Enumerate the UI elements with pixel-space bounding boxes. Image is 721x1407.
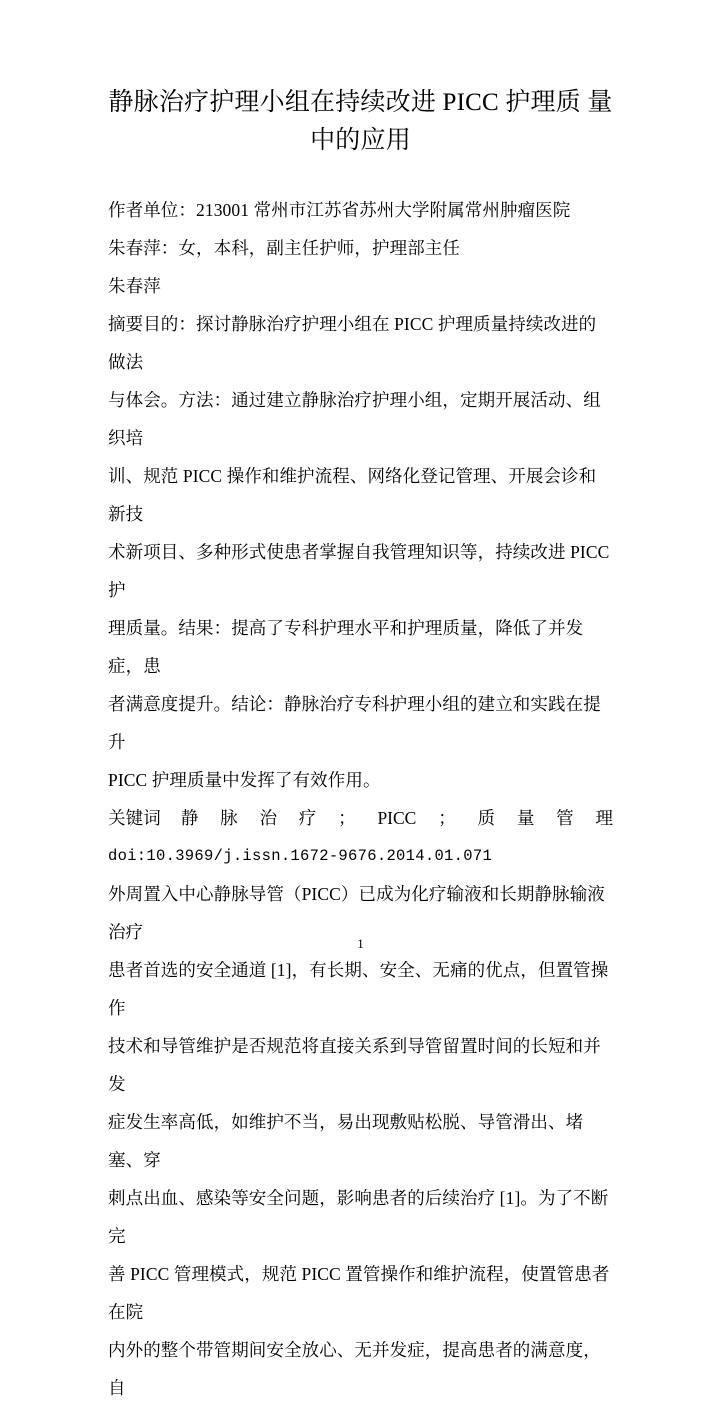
keyword-term: 量 (516, 808, 535, 828)
keyword-term: 理 (595, 808, 613, 828)
body-line: 技术和导管维护是否规范将直接关系到导管留置时间的长短和并发 (108, 1036, 601, 1094)
keywords-label: 关键词 (108, 808, 161, 828)
body-line: 症发生率高低，如维护不当，易出现敷贴松脱、导管滑出、堵塞、穿 (108, 1112, 584, 1170)
author-name-line: 朱春萍 (108, 276, 161, 296)
page-number: 1 (357, 936, 364, 951)
abstract-line: 与体会。方法：通过建立静脉治疗护理小组，定期开展活动、组织培 (108, 390, 601, 448)
body-line: 内外的整个带管期间安全放心、无并发症，提高患者的满意度，自 (108, 1340, 601, 1398)
abstract-section (108, 305, 613, 799)
keyword-term: 脉 (220, 808, 238, 828)
author-bio-line: 朱春萍：女，本科，副主任护师，护理部主任 (108, 238, 460, 258)
abstract-line: 术新项目、多种形式使患者掌握自我管理知识等，持续改进 PICC 护 (108, 542, 614, 600)
keyword-term: ； (338, 808, 356, 828)
keyword-term: PICC (377, 808, 417, 828)
abstract-line: 摘要目的：探讨静脉治疗护理小组在 PICC 护理质量持续改进的做法 (108, 314, 597, 372)
doi-line: doi:10.3969/j.issn.1672-9676.2014.01.071 (108, 847, 493, 865)
abstract-line: 者满意度提升。结论：静脉治疗专科护理小组的建立和实践在提升 (108, 694, 601, 752)
abstract-line: 理质量。结果：提高了专科护理水平和护理质量，降低了并发症，患 (108, 618, 584, 676)
keyword-term: 治 (259, 808, 277, 828)
body-line: 患者首选的安全通道 [1]，有长期、安全、无痛的优点，但置管操作 (108, 960, 609, 1018)
abstract-line: PICC 护理质量中发挥了有效作用。 (108, 770, 381, 790)
keyword-term: ； (438, 808, 456, 828)
keyword-term: 质 (477, 808, 496, 828)
abstract-line: 训、规范 PICC 操作和维护流程、网络化登记管理、开展会诊和新技 (108, 466, 597, 524)
keyword-term: 疗 (298, 808, 317, 828)
page-content (108, 0, 613, 1407)
page-title: 静脉治疗护理小组在持续改进 PICC 护理质 量中的应用 (108, 89, 613, 154)
keywords-terms (161, 799, 613, 837)
keyword-term: 静 (180, 808, 199, 828)
keyword-term: 管 (556, 808, 574, 828)
body-line: 外周置入中心静脉导管（PICC）已成为化疗输液和长期静脉输液治疗 (108, 884, 605, 942)
author-meta-group (108, 191, 613, 305)
body-line: 刺点出血、感染等安全问题，影响患者的后续治疗 [1]。为了不断完 (108, 1188, 609, 1246)
body-line: 善 PICC 管理模式，规范 PICC 置管操作和维护流程，使置管患者在院 (108, 1264, 610, 1322)
affiliation-line: 作者单位：213001 常州市江苏省苏州大学附属常州肿瘤医院 (108, 200, 571, 220)
keywords-line (108, 799, 613, 837)
body-section (108, 875, 613, 1407)
